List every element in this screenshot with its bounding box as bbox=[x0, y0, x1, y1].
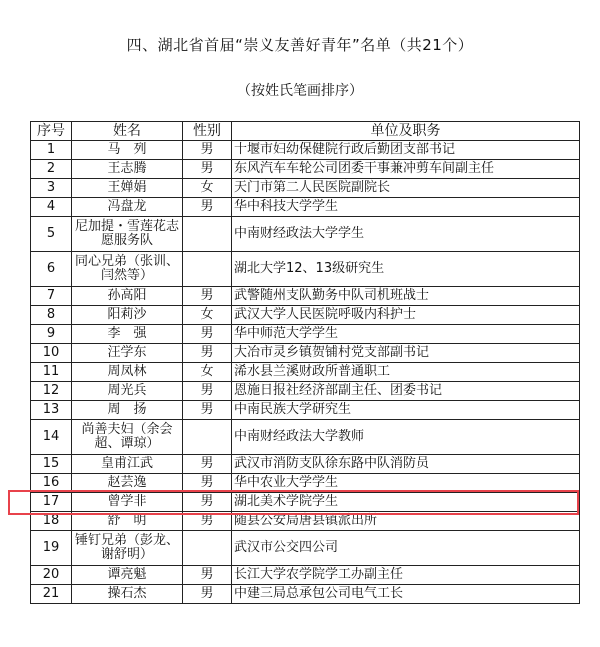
cell-name: 周光兵 bbox=[72, 382, 183, 401]
cell-name: 冯盘龙 bbox=[72, 198, 183, 217]
cell-gender: 男 bbox=[183, 566, 232, 585]
cell-unit: 天门市第二人民医院副院长 bbox=[232, 179, 580, 198]
cell-gender: 男 bbox=[183, 198, 232, 217]
cell-no: 1 bbox=[31, 141, 72, 160]
table-row bbox=[31, 382, 580, 401]
cell-unit: 湖北大学12、13级研究生 bbox=[232, 252, 580, 287]
cell-no: 20 bbox=[31, 566, 72, 585]
cell-no: 6 bbox=[31, 252, 72, 287]
cell-name: 汪学东 bbox=[72, 344, 183, 363]
cell-name: 谭亮魁 bbox=[72, 566, 183, 585]
document-title: 四、湖北省首届“崇义友善好青年”名单（共21个） bbox=[126, 36, 474, 54]
cell-gender: 男 bbox=[183, 344, 232, 363]
cell-unit: 随县公安局唐县镇派出所 bbox=[232, 512, 580, 531]
cell-no: 9 bbox=[31, 325, 72, 344]
header-gender: 性别 bbox=[183, 122, 232, 141]
table-row bbox=[31, 531, 580, 566]
cell-name: 周 扬 bbox=[72, 401, 183, 420]
cell-name: 阳莉沙 bbox=[72, 306, 183, 325]
cell-unit: 湖北美术学院学生 bbox=[232, 493, 580, 512]
cell-gender: 女 bbox=[183, 306, 232, 325]
table-body bbox=[31, 141, 580, 604]
cell-gender: 男 bbox=[183, 141, 232, 160]
cell-gender: 男 bbox=[183, 382, 232, 401]
cell-gender: 女 bbox=[183, 363, 232, 382]
table-row bbox=[31, 179, 580, 198]
table-row bbox=[31, 474, 580, 493]
cell-name: 皇甫江武 bbox=[72, 455, 183, 474]
cell-no: 2 bbox=[31, 160, 72, 179]
cell-gender: 男 bbox=[183, 160, 232, 179]
cell-name: 锤钉兄弟（彭龙、谢舒明） bbox=[72, 531, 183, 566]
cell-unit: 中南财经政法大学教师 bbox=[232, 420, 580, 455]
cell-unit: 十堰市妇幼保健院行政后勤团支部书记 bbox=[232, 141, 580, 160]
cell-unit: 武汉市公交四公司 bbox=[232, 531, 580, 566]
cell-unit: 华中科技大学学生 bbox=[232, 198, 580, 217]
cell-unit: 武警随州支队勤务中队司机班战士 bbox=[232, 287, 580, 306]
cell-unit: 中南财经政法大学学生 bbox=[232, 217, 580, 252]
cell-name: 赵芸逸 bbox=[72, 474, 183, 493]
cell-unit: 浠水县兰溪财政所普通职工 bbox=[232, 363, 580, 382]
cell-no: 13 bbox=[31, 401, 72, 420]
cell-name: 操石杰 bbox=[72, 585, 183, 604]
header-unit: 单位及职务 bbox=[232, 122, 580, 141]
cell-name: 尼加提・雪莲花志愿服务队 bbox=[72, 217, 183, 252]
cell-gender: 男 bbox=[183, 287, 232, 306]
cell-unit: 东风汽车车轮公司团委干事兼冲剪车间副主任 bbox=[232, 160, 580, 179]
cell-unit: 华中农业大学学生 bbox=[232, 474, 580, 493]
cell-gender bbox=[183, 252, 232, 287]
cell-unit: 恩施日报社经济部副主任、团委书记 bbox=[232, 382, 580, 401]
table-row bbox=[31, 493, 580, 512]
cell-name: 孙高阳 bbox=[72, 287, 183, 306]
table-row bbox=[31, 401, 580, 420]
cell-name: 曾学非 bbox=[72, 493, 183, 512]
cell-gender: 男 bbox=[183, 474, 232, 493]
cell-gender: 男 bbox=[183, 455, 232, 474]
cell-gender bbox=[183, 217, 232, 252]
table-row bbox=[31, 217, 580, 252]
cell-name: 舒 明 bbox=[72, 512, 183, 531]
cell-no: 3 bbox=[31, 179, 72, 198]
table-row bbox=[31, 566, 580, 585]
table-row bbox=[31, 160, 580, 179]
cell-no: 7 bbox=[31, 287, 72, 306]
cell-unit: 大冶市灵乡镇贺铺村党支部副书记 bbox=[232, 344, 580, 363]
table-row bbox=[31, 287, 580, 306]
table-row bbox=[31, 420, 580, 455]
cell-name: 尚善夫妇（余会超、谭琼） bbox=[72, 420, 183, 455]
honoree-table bbox=[30, 121, 580, 604]
table-row bbox=[31, 344, 580, 363]
cell-no: 19 bbox=[31, 531, 72, 566]
cell-no: 10 bbox=[31, 344, 72, 363]
cell-name: 王志腾 bbox=[72, 160, 183, 179]
cell-no: 15 bbox=[31, 455, 72, 474]
cell-name: 周凤林 bbox=[72, 363, 183, 382]
cell-gender: 男 bbox=[183, 401, 232, 420]
table-row bbox=[31, 512, 580, 531]
cell-gender: 男 bbox=[183, 325, 232, 344]
cell-name: 李 强 bbox=[72, 325, 183, 344]
table-row bbox=[31, 325, 580, 344]
header-name: 姓名 bbox=[72, 122, 183, 141]
cell-name: 王婵娟 bbox=[72, 179, 183, 198]
table-row bbox=[31, 585, 580, 604]
table-row bbox=[31, 141, 580, 160]
cell-no: 16 bbox=[31, 474, 72, 493]
cell-no: 8 bbox=[31, 306, 72, 325]
cell-gender: 女 bbox=[183, 179, 232, 198]
table-row bbox=[31, 306, 580, 325]
table-row bbox=[31, 252, 580, 287]
cell-name: 马 列 bbox=[72, 141, 183, 160]
cell-gender bbox=[183, 531, 232, 566]
cell-no: 11 bbox=[31, 363, 72, 382]
cell-no: 4 bbox=[31, 198, 72, 217]
cell-gender bbox=[183, 420, 232, 455]
document-subtitle: （按姓氏笔画排序） bbox=[237, 83, 363, 99]
cell-no: 21 bbox=[31, 585, 72, 604]
cell-gender: 男 bbox=[183, 493, 232, 512]
cell-unit: 中南民族大学研究生 bbox=[232, 401, 580, 420]
cell-unit: 武汉市消防支队徐东路中队消防员 bbox=[232, 455, 580, 474]
table-row bbox=[31, 198, 580, 217]
table-header-row bbox=[31, 122, 580, 141]
cell-no: 14 bbox=[31, 420, 72, 455]
cell-unit: 武汉大学人民医院呼吸内科护士 bbox=[232, 306, 580, 325]
table-row bbox=[31, 363, 580, 382]
cell-gender: 男 bbox=[183, 512, 232, 531]
cell-no: 12 bbox=[31, 382, 72, 401]
cell-unit: 中建三局总承包公司电气工长 bbox=[232, 585, 580, 604]
cell-name: 同心兄弟（张训、闫然等） bbox=[72, 252, 183, 287]
cell-no: 17 bbox=[31, 493, 72, 512]
cell-no: 5 bbox=[31, 217, 72, 252]
cell-unit: 长江大学农学院学工办副主任 bbox=[232, 566, 580, 585]
cell-gender: 男 bbox=[183, 585, 232, 604]
table-row bbox=[31, 455, 580, 474]
cell-no: 18 bbox=[31, 512, 72, 531]
header-no: 序号 bbox=[31, 122, 72, 141]
cell-unit: 华中师范大学学生 bbox=[232, 325, 580, 344]
